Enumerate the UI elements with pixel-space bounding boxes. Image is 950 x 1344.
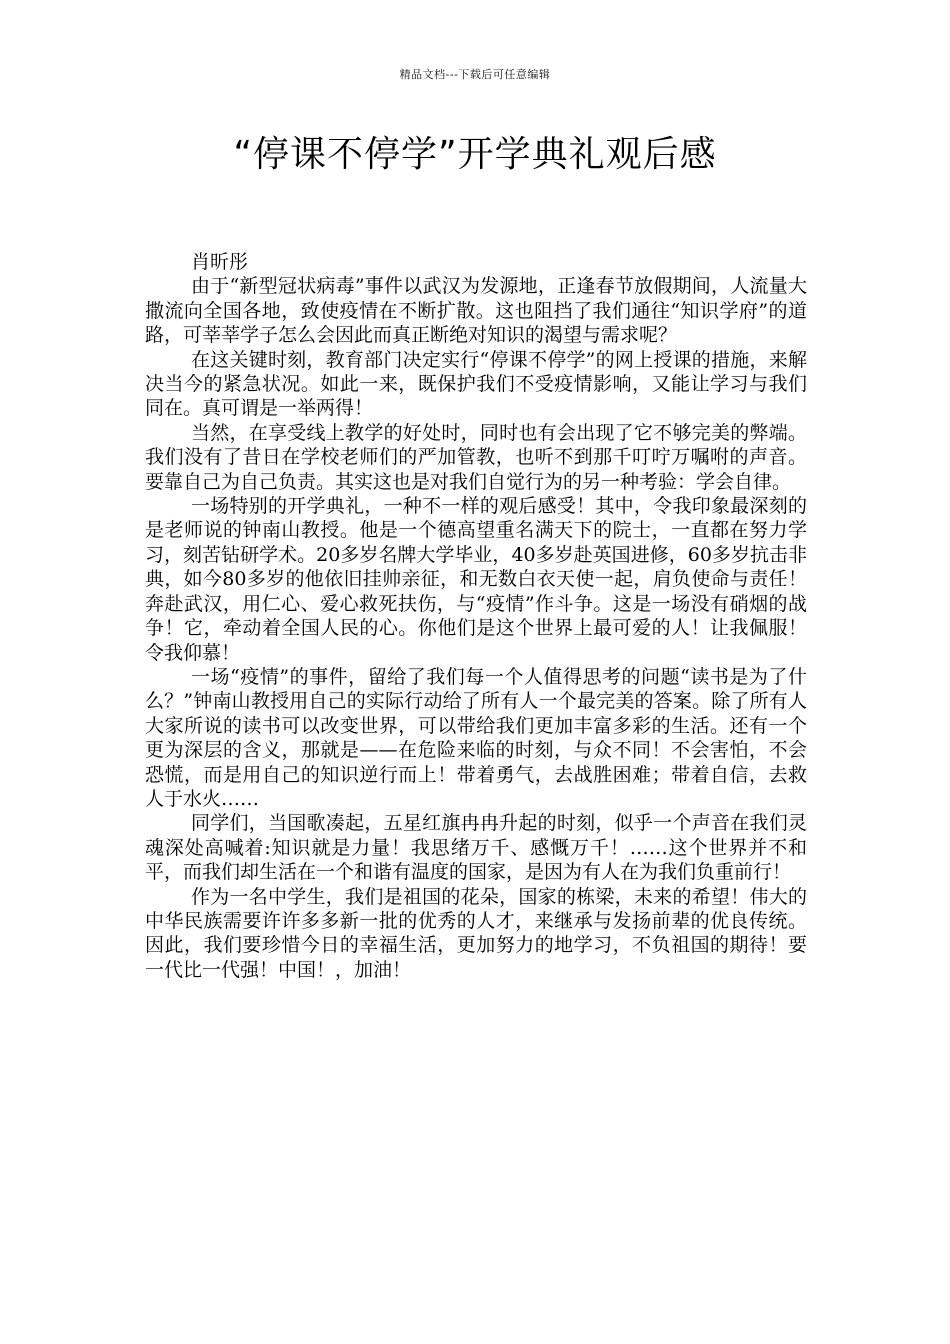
page-title: “停课不停学”开学典礼观后感 [233, 134, 717, 175]
paragraph: 一场特别的开学典礼，一种不一样的观后感受！其中，令我印象最深刻的是老师说的钟南山教授。他是一个德高望重名满天下的院士，一直都在努力学习，刻苦钻研学术。20多岁名牌大学毕业，40多岁赴英国进修，60多岁抗击非典，如今80多岁的他依旧挂帅亲征，和无数白衣天使一起，肩负使命与责任！奔赴武汉，用仁心、爱心救死扶伤，与“疫情”作斗争。这是一场没有硝烟的战争！它，牵动着全国人民的心。你他们是这个世界上最可爱的人！让我佩服！令我仰慕！ [145, 495, 807, 664]
header-note: 精品文档---下载后可任意编辑 [399, 68, 551, 81]
paragraph: 在这关键时刻，教育部门决定实行“停课不停学”的网上授课的措施，来解决当今的紧急状况。如此一来，既保护我们不受疫情影响，又能让学习与我们同在。真可谓是一举两得！ [145, 348, 807, 420]
paragraph: 同学们，当国歌凑起，五星红旗冉冉升起的时刻，似乎一个声音在我们灵魂深处高喊着:知识就是力量！我思绪万千、感慨万千！……这个世界并不和平，而我们却生活在一个和谐有温度的国家，是因为有人在为我们负重前行！ [145, 812, 807, 884]
author-name: 肖昕彤 [191, 251, 249, 273]
paragraph: 由于“新型冠状病毒”事件以武汉为发源地，正逢春节放假期间，人流量大撒流向全国各地，致使疫情在不断扩散。这也阻挡了我们通往“知识学府”的道路，可莘莘学子怎么会因此而真正断绝对知识的渴望与需求呢？ [145, 275, 807, 347]
paragraph: 作为一名中学生，我们是祖国的花朵，国家的栋梁，未来的希望！伟大的中华民族需要许许多多新一批的优秀的人才，来继承与发扬前辈的优良传统。因此，我们要珍惜今日的幸福生活，更加努力的地学习，不负祖国的期待！要一代比一代强！中国！，加油！ [145, 885, 807, 981]
article-body [145, 250, 807, 982]
paragraph: 一场“疫情”的事件，留给了我们每一个人值得思考的问题“读书是为了什么？”钟南山教授用自己的实际行动给了所有人一个最完美的答案。除了所有人大家所说的读书可以改变世界，可以带给我们更加丰富多彩的生活。还有一个更为深层的含义，那就是——在危险来临的时刻，与众不同！不会害怕，不会恐慌，而是用自己的知识逆行而上！带着勇气，去战胜困难；带着自信，去救人于水火…… [145, 665, 807, 810]
paragraph: 当然，在享受线上教学的好处时，同时也有会出现了它不够完美的弊端。我们没有了昔日在学校老师们的严加管教，也听不到那千叮咛万嘱咐的声音。要靠自己为自己负责。其实这也是对我们自觉行为的另一种考验：学会自律。 [145, 421, 807, 493]
